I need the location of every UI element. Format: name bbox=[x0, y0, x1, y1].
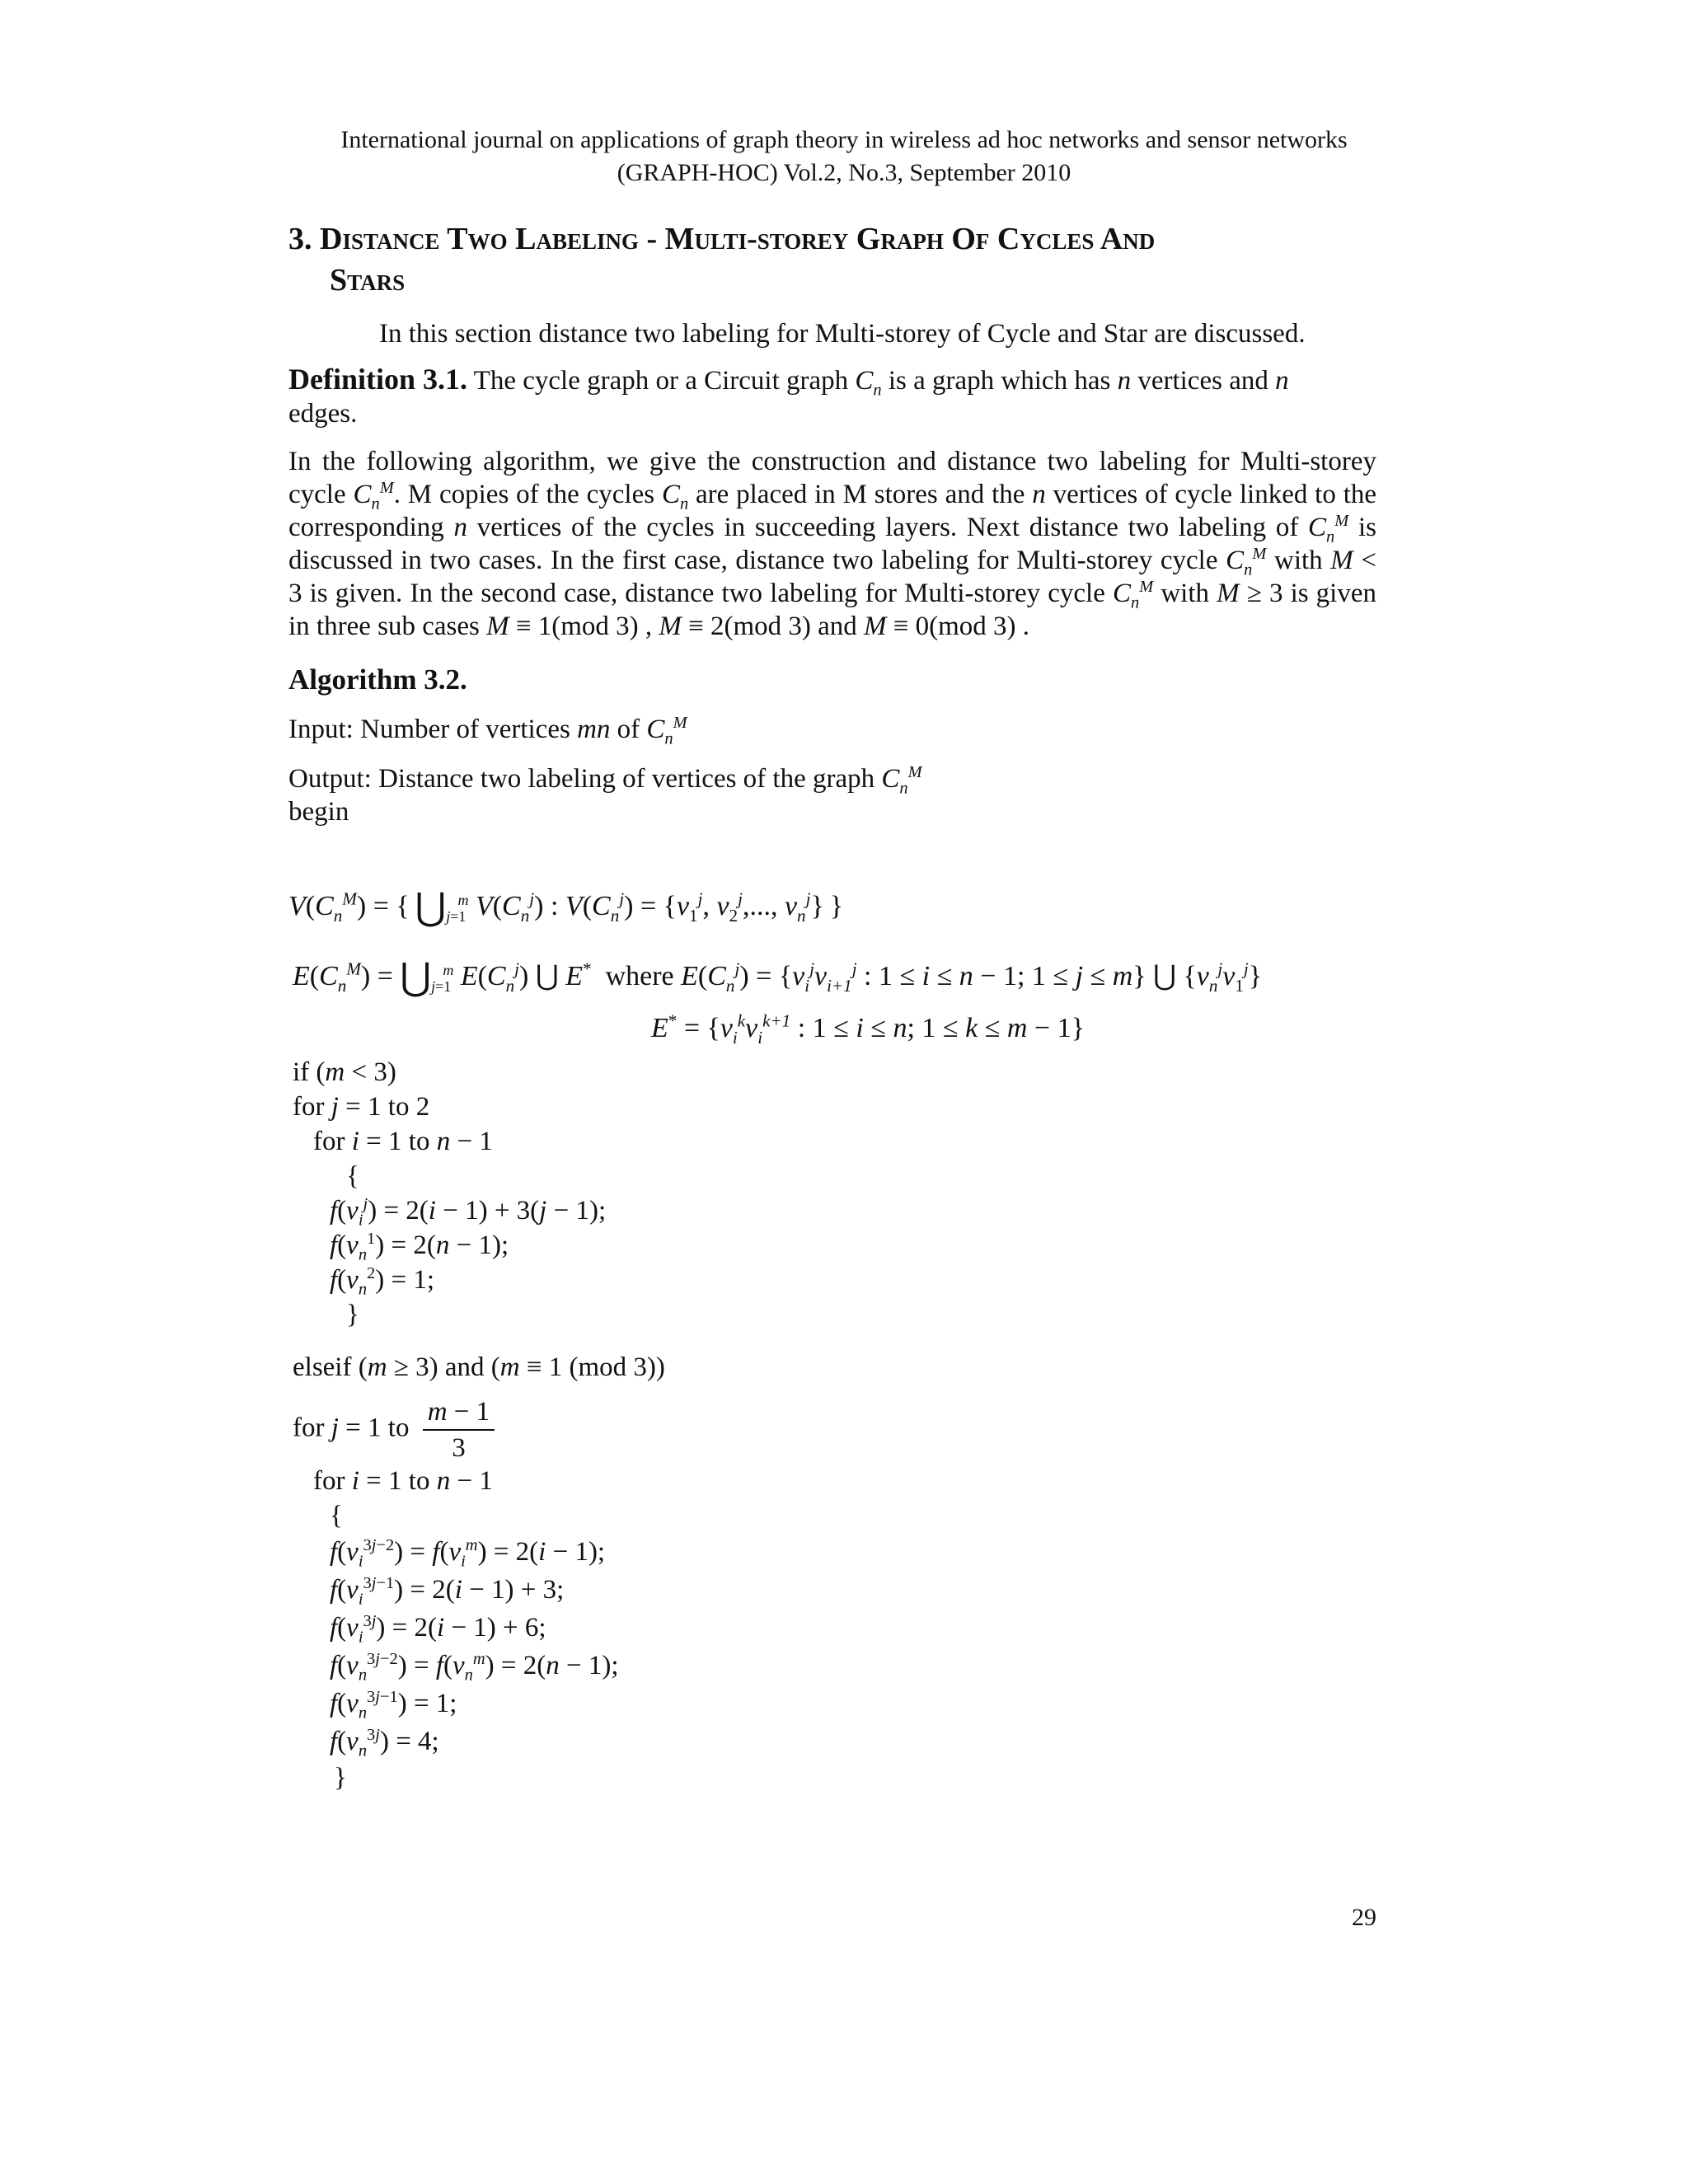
paragraph-text: with bbox=[1274, 546, 1323, 575]
paragraph-text: is given in three sub cases bbox=[288, 579, 1376, 641]
where-label: where bbox=[605, 961, 674, 991]
input-label: of bbox=[617, 715, 640, 744]
header-line-2: (GRAPH-HOC) Vol.2, No.3, September 2010 bbox=[617, 159, 1071, 186]
definition-text: The cycle graph or a Circuit graph bbox=[473, 366, 849, 396]
code-keyword: to bbox=[387, 1413, 410, 1443]
code-keyword: if ( bbox=[293, 1057, 326, 1087]
code-line: $f(v_n^{3j-2}) = f(v_n^m) = 2(n - 1)$; bbox=[330, 1650, 619, 1685]
code-keyword: and ( bbox=[444, 1352, 500, 1382]
code-line: for j = 1 to $\frac{m - 1}{3}$ bbox=[293, 1394, 495, 1465]
code-keyword: for bbox=[313, 1127, 345, 1156]
algorithm-description: In the following algorithm, we give the construction and distance two labeling for Multi-storey cycle $C_n^M$. M copies of the cycles $C_n$ are placed in M stores and the n vertices of cycle linked to the corresponding n vertices of the cycles in succeeding layers. Next distance two labeling of $C_n^M$ is discussed in two cases. In the first case, distance two labeling for Multi-storey cycle $C_n^M$ with M < 3 is given. In the second case, distance two labeling for Multi-storey cycle $C_n^M$ with M ≥ 3 is given in three sub cases M ≡ 1(mod 3) , M ≡ 2(mod 3) and M ≡ 0(mod 3) . bbox=[288, 447, 1377, 641]
code-line: $f(v_n^{3j}) = 4$; bbox=[330, 1726, 439, 1760]
paragraph-text: is given. In the second case, distance two labeling for Multi-storey cycle bbox=[309, 579, 1105, 608]
definition-block: Definition 3.1. The cycle graph or a Circuit graph $C_n$ is a graph which has n vertices and n edges. bbox=[288, 363, 1289, 429]
algorithm-begin: begin bbox=[288, 797, 349, 827]
code-line: } bbox=[346, 1300, 359, 1329]
algorithm-output: Output: Distance two labeling of vertices of the graph $C_n^M$ bbox=[288, 763, 922, 798]
code-line: $f(v_i^j) = 2(i - 1) + 3(j - 1)$; bbox=[330, 1195, 607, 1230]
edge-set-e-star: $E^* = \{v_i^kv_i^{k+1}$ : 1 ≤ i ≤ n; 1 ≤ k ≤ m − 1} bbox=[651, 1010, 1085, 1047]
code-line: elseif (m ≥ 3) and (m ≡ 1 (mod 3)) bbox=[293, 1352, 665, 1382]
paragraph-text: are placed in M stores and the bbox=[696, 480, 1025, 509]
paragraph-text: vertices of the cycles in succeeding layers. Next distance two labeling of bbox=[476, 513, 1299, 542]
paragraph-text: vertices of cycle linked to the corresponding bbox=[288, 480, 1377, 542]
page-number: 29 bbox=[1352, 1904, 1376, 1931]
code-line: { bbox=[346, 1161, 359, 1191]
code-line: $f(v_n^{3j-1}) = 1$; bbox=[330, 1688, 457, 1722]
paragraph-text: with bbox=[1160, 579, 1210, 608]
edge-set-equation: $E(C_n^M)$ = $⋃_{j=1}^m$ $E(C_n^j)$ ⋃ E* where $E(C_n^j) = \{v_i^jv_{i+1}^j$ : 1 ≤ i ≤ n − 1; 1 ≤ j ≤ m} ⋃ $\{v_n^jv_1^j\}$ bbox=[293, 956, 1263, 998]
paragraph-text: In the following algorithm, we give the construction and distance two labeling for Multi-storey cycle bbox=[288, 447, 1376, 509]
code-keyword: (mod 3)) bbox=[569, 1352, 665, 1382]
section-title-line-2: Stars bbox=[330, 263, 406, 298]
vertex-set-equation: $V(C_n^M)$ = { $⋃_{j=1}^m$ $V(C_n^j)$ : $V(C_n^j) = \{v_1^j$, $v_2^j$,..., $v_n^j$} } bbox=[288, 886, 843, 928]
code-keyword: for bbox=[313, 1466, 345, 1496]
paragraph-text: and bbox=[818, 612, 857, 641]
section-title-line-1: 3. Distance Two Labeling - Multi-storey Graph Of Cycles And bbox=[288, 222, 1156, 256]
code-line: for j = 1 to 2 bbox=[293, 1092, 430, 1122]
code-keyword: to bbox=[408, 1466, 430, 1496]
code-keyword: for bbox=[293, 1092, 325, 1122]
paragraph-text: . M copies of the cycles bbox=[393, 480, 655, 509]
fraction: $\frac{m - 1}{3}$ bbox=[423, 1394, 495, 1465]
definition-text: edges. bbox=[288, 399, 358, 429]
output-label: Output: Distance two labeling of vertices of the graph bbox=[288, 764, 875, 794]
code-line: $f(v_i^{3j-1}) = 2(i - 1) + 3$; bbox=[330, 1574, 565, 1609]
algorithm-title: Algorithm 3.2. bbox=[288, 663, 467, 696]
definition-label: Definition 3.1. bbox=[288, 363, 468, 396]
definition-text: vertices and bbox=[1137, 366, 1268, 396]
input-label: Input: Number of vertices bbox=[288, 715, 570, 744]
code-line: if (m < 3) bbox=[293, 1057, 396, 1087]
code-line: for i = 1 to n − 1 bbox=[313, 1127, 493, 1156]
code-line: for i = 1 to n − 1 bbox=[313, 1466, 493, 1496]
definition-text: is a graph which has bbox=[888, 366, 1111, 396]
code-line: } bbox=[334, 1763, 347, 1793]
code-line: $f(v_n^2) = 1$; bbox=[330, 1264, 435, 1299]
running-header bbox=[0, 124, 1688, 190]
code-keyword: to bbox=[387, 1092, 410, 1122]
section-title bbox=[288, 218, 1393, 301]
section-intro: In this section distance two labeling for Multi-storey of Cycle and Star are discussed. bbox=[379, 319, 1306, 349]
code-keyword: to bbox=[408, 1127, 430, 1156]
header-line-1: International journal on applications of graph theory in wireless ad hoc networks and sensor networks bbox=[340, 126, 1348, 153]
code-keyword: for bbox=[293, 1413, 325, 1443]
code-line: $f(v_i^{3j-2}) = f(v_i^m) = 2(i - 1)$; bbox=[330, 1536, 606, 1571]
code-line: $f(v_i^{3j}) = 2(i - 1) + 6$; bbox=[330, 1612, 546, 1647]
algorithm-input: Input: Number of vertices mn of $C_n^M$ bbox=[288, 714, 687, 748]
paragraph-text: is discussed in two cases. In the first case, distance two labeling for Multi-storey cycle bbox=[288, 513, 1377, 575]
code-line: $f(v_n^1) = 2(n - 1)$; bbox=[330, 1230, 509, 1264]
code-keyword: elseif ( bbox=[293, 1352, 368, 1382]
code-line: { bbox=[330, 1501, 343, 1530]
